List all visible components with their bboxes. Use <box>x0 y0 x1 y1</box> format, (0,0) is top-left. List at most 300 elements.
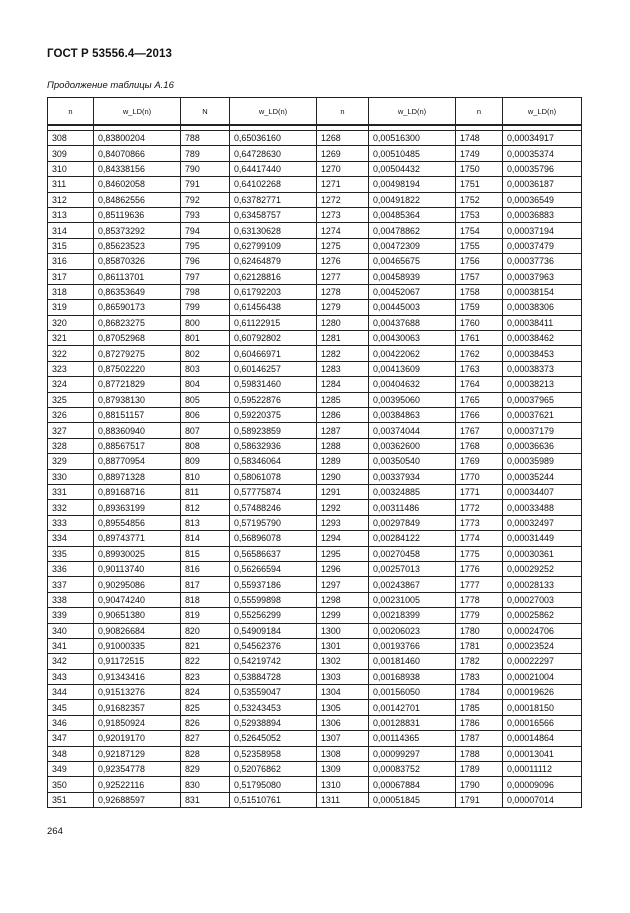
table-cell: 0,00013041 <box>503 746 582 761</box>
table-cell: 0,61456438 <box>230 300 317 315</box>
table-cell: 0,60466971 <box>230 346 317 361</box>
table-row <box>48 377 582 392</box>
table-cell: 0,00478862 <box>369 223 456 238</box>
table-cell: 1279 <box>317 300 369 315</box>
table-cell: 0,85119636 <box>94 207 181 222</box>
table-cell: 0,64102268 <box>230 177 317 192</box>
table-cell: 0,00422062 <box>369 346 456 361</box>
table-cell: 791 <box>181 177 230 192</box>
table-row <box>48 331 582 346</box>
column-header: n <box>317 98 369 126</box>
table-cell: 0,52938894 <box>230 715 317 730</box>
table-cell: 0,62464879 <box>230 254 317 269</box>
table-cell: 0,91513276 <box>94 685 181 700</box>
table-cell: 1274 <box>317 223 369 238</box>
table-cell: 1268 <box>317 131 369 146</box>
table-row <box>48 408 582 423</box>
table-cell: 1754 <box>456 223 503 238</box>
table-cell: 0,00430063 <box>369 331 456 346</box>
table-cell: 793 <box>181 207 230 222</box>
table-row <box>48 254 582 269</box>
table-cell: 0,00193766 <box>369 638 456 653</box>
table-cell: 0,00019626 <box>503 685 582 700</box>
table-cell: 320 <box>48 315 94 330</box>
table-cell: 1785 <box>456 700 503 715</box>
table-cell: 0,00038411 <box>503 315 582 330</box>
table-cell: 0,84862556 <box>94 192 181 207</box>
table-cell: 810 <box>181 469 230 484</box>
column-header: w_LD(n) <box>94 98 181 126</box>
table-cell: 0,84070866 <box>94 146 181 161</box>
table-cell: 0,92688597 <box>94 792 181 807</box>
table-cell: 0,89743771 <box>94 531 181 546</box>
table-cell: 1295 <box>317 546 369 561</box>
table-cell: 337 <box>48 577 94 592</box>
table-cell: 811 <box>181 484 230 499</box>
table-cell: 315 <box>48 238 94 253</box>
table-cell: 1777 <box>456 577 503 592</box>
table-row <box>48 238 582 253</box>
table-cell: 0,00337934 <box>369 469 456 484</box>
table-cell: 822 <box>181 654 230 669</box>
table-row <box>48 731 582 746</box>
table-cell: 1304 <box>317 685 369 700</box>
table-cell: 1789 <box>456 762 503 777</box>
table-cell: 0,00025862 <box>503 608 582 623</box>
table-cell: 1750 <box>456 161 503 176</box>
table-cell: 0,00022297 <box>503 654 582 669</box>
table-row <box>48 546 582 561</box>
table-cell: 0,00034917 <box>503 131 582 146</box>
table-cell: 1275 <box>317 238 369 253</box>
table-cell: 809 <box>181 454 230 469</box>
table-cell: 341 <box>48 638 94 653</box>
table-cell: 0,89363199 <box>94 500 181 515</box>
table-cell: 1757 <box>456 269 503 284</box>
table-cell: 1300 <box>317 623 369 638</box>
table-cell: 805 <box>181 392 230 407</box>
table-cell: 0,61792203 <box>230 284 317 299</box>
table-cell: 321 <box>48 331 94 346</box>
table-cell: 332 <box>48 500 94 515</box>
table-cell: 790 <box>181 161 230 176</box>
table-cell: 1778 <box>456 592 503 607</box>
table-cell: 0,00218399 <box>369 608 456 623</box>
table-cell: 327 <box>48 423 94 438</box>
table-cell: 334 <box>48 531 94 546</box>
table-cell: 1752 <box>456 192 503 207</box>
table-cell: 1775 <box>456 546 503 561</box>
table-row <box>48 561 582 576</box>
table-cell: 0,91682357 <box>94 700 181 715</box>
table-cell: 324 <box>48 377 94 392</box>
table-cell: 0,00036549 <box>503 192 582 207</box>
table-cell: 0,88770954 <box>94 454 181 469</box>
table-row <box>48 469 582 484</box>
table-cell: 330 <box>48 469 94 484</box>
table-row <box>48 669 582 684</box>
table-cell: 0,00007014 <box>503 792 582 807</box>
table-cell: 0,00485364 <box>369 207 456 222</box>
table-cell: 807 <box>181 423 230 438</box>
table-cell: 0,00016566 <box>503 715 582 730</box>
table-cell: 0,00324885 <box>369 484 456 499</box>
table-cell: 1301 <box>317 638 369 653</box>
table-cell: 1286 <box>317 408 369 423</box>
table-cell: 1297 <box>317 577 369 592</box>
table-cell: 0,53884728 <box>230 669 317 684</box>
table-cell: 0,89168716 <box>94 484 181 499</box>
table-cell: 1749 <box>456 146 503 161</box>
table-row <box>48 792 582 807</box>
table-cell: 808 <box>181 438 230 453</box>
column-header: w_LD(n) <box>230 98 317 126</box>
table-cell: 0,64728630 <box>230 146 317 161</box>
table-cell: 1764 <box>456 377 503 392</box>
table-cell: 0,00037963 <box>503 269 582 284</box>
table-cell: 0,57488246 <box>230 500 317 515</box>
table-cell: 1272 <box>317 192 369 207</box>
table-cell: 0,00083752 <box>369 762 456 777</box>
table-cell: 0,91343416 <box>94 669 181 684</box>
table-cell: 829 <box>181 762 230 777</box>
table-cell: 1783 <box>456 669 503 684</box>
table-cell: 0,92522116 <box>94 777 181 792</box>
table-cell: 0,00037965 <box>503 392 582 407</box>
table-cell: 0,63458757 <box>230 207 317 222</box>
table-cell: 1765 <box>456 392 503 407</box>
table-cell: 0,91172515 <box>94 654 181 669</box>
table-cell: 1299 <box>317 608 369 623</box>
table-cell: 823 <box>181 669 230 684</box>
table-cell: 318 <box>48 284 94 299</box>
table-cell: 1293 <box>317 515 369 530</box>
table-cell: 0,00206023 <box>369 623 456 638</box>
table-cell: 1284 <box>317 377 369 392</box>
table-cell: 1787 <box>456 731 503 746</box>
table-row <box>48 777 582 792</box>
document-title: ГОСТ Р 53556.4—2013 <box>47 48 172 60</box>
table-row <box>48 577 582 592</box>
table-cell: 0,56586637 <box>230 546 317 561</box>
table-cell: 0,00374044 <box>369 423 456 438</box>
table-cell: 0,00504432 <box>369 161 456 176</box>
table-cell: 0,00491822 <box>369 192 456 207</box>
table-cell: 349 <box>48 762 94 777</box>
table-cell: 0,00510485 <box>369 146 456 161</box>
table-cell: 0,92187129 <box>94 746 181 761</box>
table-cell: 323 <box>48 361 94 376</box>
table-cell: 317 <box>48 269 94 284</box>
table-row <box>48 531 582 546</box>
table-cell: 1282 <box>317 346 369 361</box>
table-cell: 0,59522876 <box>230 392 317 407</box>
table-cell: 1760 <box>456 315 503 330</box>
table-cell: 799 <box>181 300 230 315</box>
table-cell: 0,00029252 <box>503 561 582 576</box>
table-cell: 1769 <box>456 454 503 469</box>
table-cell: 0,00465675 <box>369 254 456 269</box>
table-cell: 0,00257013 <box>369 561 456 576</box>
table-cell: 1307 <box>317 731 369 746</box>
table-cell: 1763 <box>456 361 503 376</box>
table-cell: 0,55256299 <box>230 608 317 623</box>
table-cell: 331 <box>48 484 94 499</box>
table-cell: 814 <box>181 531 230 546</box>
table-cell: 319 <box>48 300 94 315</box>
table-cell: 0,00038154 <box>503 284 582 299</box>
table-cell: 1290 <box>317 469 369 484</box>
table-cell: 346 <box>48 715 94 730</box>
table-cell: 316 <box>48 254 94 269</box>
table-cell: 0,00311486 <box>369 500 456 515</box>
table-cell: 1273 <box>317 207 369 222</box>
table-cell: 0,00498194 <box>369 177 456 192</box>
table-cell: 0,00231005 <box>369 592 456 607</box>
table-cell: 347 <box>48 731 94 746</box>
table-cell: 1306 <box>317 715 369 730</box>
table-cell: 1296 <box>317 561 369 576</box>
table-cell: 314 <box>48 223 94 238</box>
table-cell: 350 <box>48 777 94 792</box>
table-row <box>48 746 582 761</box>
table-cell: 815 <box>181 546 230 561</box>
table-cell: 1291 <box>317 484 369 499</box>
table-cell: 0,87938130 <box>94 392 181 407</box>
table-cell: 1758 <box>456 284 503 299</box>
table-cell: 0,52645052 <box>230 731 317 746</box>
table-row <box>48 638 582 653</box>
page-number: 264 <box>47 826 63 837</box>
table-cell: 831 <box>181 792 230 807</box>
table-cell: 797 <box>181 269 230 284</box>
table-caption: Продолжение таблицы А.16 <box>47 80 174 91</box>
table-cell: 0,00051845 <box>369 792 456 807</box>
table-cell: 798 <box>181 284 230 299</box>
table-cell: 0,00458939 <box>369 269 456 284</box>
table-cell: 0,00395060 <box>369 392 456 407</box>
table-cell: 0,51795080 <box>230 777 317 792</box>
table-row <box>48 146 582 161</box>
table-cell: 313 <box>48 207 94 222</box>
table-cell: 0,00032497 <box>503 515 582 530</box>
table-cell: 1269 <box>317 146 369 161</box>
table-cell: 0,00021004 <box>503 669 582 684</box>
table-cell: 0,58346064 <box>230 454 317 469</box>
table-row <box>48 192 582 207</box>
table-cell: 338 <box>48 592 94 607</box>
table-cell: 0,00168938 <box>369 669 456 684</box>
table-cell: 325 <box>48 392 94 407</box>
table-cell: 0,00033488 <box>503 500 582 515</box>
table-row <box>48 300 582 315</box>
table-cell: 0,88151157 <box>94 408 181 423</box>
table-cell: 0,00034407 <box>503 484 582 499</box>
table-cell: 0,00452067 <box>369 284 456 299</box>
table-row <box>48 284 582 299</box>
table-cell: 792 <box>181 192 230 207</box>
table-cell: 1784 <box>456 685 503 700</box>
table-cell: 348 <box>48 746 94 761</box>
table-cell: 816 <box>181 561 230 576</box>
table-cell: 1753 <box>456 207 503 222</box>
table-row <box>48 592 582 607</box>
table-cell: 0,60146257 <box>230 361 317 376</box>
table-cell: 828 <box>181 746 230 761</box>
table-body <box>48 125 582 808</box>
table-cell: 0,00036883 <box>503 207 582 222</box>
column-header: n <box>456 98 503 126</box>
table-row <box>48 623 582 638</box>
table-cell: 1309 <box>317 762 369 777</box>
table-cell: 344 <box>48 685 94 700</box>
table-cell: 0,00037736 <box>503 254 582 269</box>
table-row <box>48 392 582 407</box>
table-cell: 794 <box>181 223 230 238</box>
table-row <box>48 269 582 284</box>
table-cell: 329 <box>48 454 94 469</box>
table-cell: 0,00035989 <box>503 454 582 469</box>
table-cell: 0,90826684 <box>94 623 181 638</box>
table-cell: 0,00038306 <box>503 300 582 315</box>
table-cell: 0,85870326 <box>94 254 181 269</box>
table-cell: 0,00037479 <box>503 238 582 253</box>
table-cell: 310 <box>48 161 94 176</box>
table-cell: 0,00243867 <box>369 577 456 592</box>
table-cell: 0,52358958 <box>230 746 317 761</box>
table-cell: 0,89554856 <box>94 515 181 530</box>
table-cell: 0,00038373 <box>503 361 582 376</box>
table-cell: 0,85373292 <box>94 223 181 238</box>
table-cell: 0,62128816 <box>230 269 317 284</box>
column-header: N <box>181 98 230 126</box>
table-cell: 336 <box>48 561 94 576</box>
table-cell: 0,00516300 <box>369 131 456 146</box>
table-cell: 812 <box>181 500 230 515</box>
table-cell: 312 <box>48 192 94 207</box>
table-cell: 1277 <box>317 269 369 284</box>
table-cell: 0,54562376 <box>230 638 317 653</box>
table-cell: 0,00384863 <box>369 408 456 423</box>
table-cell: 308 <box>48 131 94 146</box>
table-cell: 0,60792802 <box>230 331 317 346</box>
table-cell: 0,61122915 <box>230 315 317 330</box>
table-cell: 0,55599898 <box>230 592 317 607</box>
table-cell: 1308 <box>317 746 369 761</box>
table-cell: 0,00038213 <box>503 377 582 392</box>
table-cell: 1751 <box>456 177 503 192</box>
table-cell: 801 <box>181 331 230 346</box>
table-cell: 0,55937186 <box>230 577 317 592</box>
table-cell: 0,00031449 <box>503 531 582 546</box>
table-cell: 0,85623523 <box>94 238 181 253</box>
table-cell: 0,90651380 <box>94 608 181 623</box>
table-cell: 0,90295086 <box>94 577 181 592</box>
table-cell: 796 <box>181 254 230 269</box>
table-row <box>48 654 582 669</box>
table-cell: 0,84338156 <box>94 161 181 176</box>
table-cell: 789 <box>181 146 230 161</box>
table-row <box>48 315 582 330</box>
table-row <box>48 515 582 530</box>
table-cell: 0,53243453 <box>230 700 317 715</box>
table-cell: 1288 <box>317 438 369 453</box>
table-row <box>48 223 582 238</box>
table-cell: 0,87502220 <box>94 361 181 376</box>
table-cell: 0,91000335 <box>94 638 181 653</box>
table-cell: 1283 <box>317 361 369 376</box>
table-cell: 333 <box>48 515 94 530</box>
table-cell: 1270 <box>317 161 369 176</box>
table-cell: 0,90474240 <box>94 592 181 607</box>
table-cell: 0,86590173 <box>94 300 181 315</box>
table-cell: 1303 <box>317 669 369 684</box>
table-cell: 351 <box>48 792 94 807</box>
table-row <box>48 346 582 361</box>
table-cell: 0,00028133 <box>503 577 582 592</box>
table-cell: 0,00037179 <box>503 423 582 438</box>
table-cell: 345 <box>48 700 94 715</box>
table-cell: 821 <box>181 638 230 653</box>
table-cell: 0,54909184 <box>230 623 317 638</box>
table-cell: 0,59831460 <box>230 377 317 392</box>
table-cell: 1770 <box>456 469 503 484</box>
table-cell: 806 <box>181 408 230 423</box>
table-cell: 0,90113740 <box>94 561 181 576</box>
table-cell: 0,63130628 <box>230 223 317 238</box>
table-cell: 0,00035796 <box>503 161 582 176</box>
table-cell: 0,87721829 <box>94 377 181 392</box>
table-cell: 0,84602058 <box>94 177 181 192</box>
table-cell: 0,00128831 <box>369 715 456 730</box>
table-cell: 825 <box>181 700 230 715</box>
table-cell: 0,00067884 <box>369 777 456 792</box>
table-cell: 0,00038453 <box>503 346 582 361</box>
table-cell: 0,58923859 <box>230 423 317 438</box>
table-cell: 817 <box>181 577 230 592</box>
table-cell: 0,54219742 <box>230 654 317 669</box>
table-cell: 0,87279275 <box>94 346 181 361</box>
table-cell: 342 <box>48 654 94 669</box>
table-cell: 1280 <box>317 315 369 330</box>
table-cell: 328 <box>48 438 94 453</box>
table-row <box>48 484 582 499</box>
column-header: w_LD(n) <box>503 98 582 126</box>
table-row <box>48 454 582 469</box>
table-cell: 0,88567517 <box>94 438 181 453</box>
table-cell: 1772 <box>456 500 503 515</box>
table-cell: 0,00099297 <box>369 746 456 761</box>
table-cell: 824 <box>181 685 230 700</box>
table-cell: 1755 <box>456 238 503 253</box>
table-row <box>48 361 582 376</box>
table-cell: 1782 <box>456 654 503 669</box>
table-row <box>48 685 582 700</box>
table-cell: 804 <box>181 377 230 392</box>
table-cell: 1276 <box>317 254 369 269</box>
table-cell: 795 <box>181 238 230 253</box>
table-cell: 0,86353649 <box>94 284 181 299</box>
data-table <box>47 97 582 808</box>
table-cell: 1294 <box>317 531 369 546</box>
table-cell: 819 <box>181 608 230 623</box>
table-cell: 0,91850924 <box>94 715 181 730</box>
table-row <box>48 715 582 730</box>
column-header: n <box>48 98 94 126</box>
table-cell: 0,57195790 <box>230 515 317 530</box>
table-header-row <box>48 98 582 126</box>
table-cell: 802 <box>181 346 230 361</box>
